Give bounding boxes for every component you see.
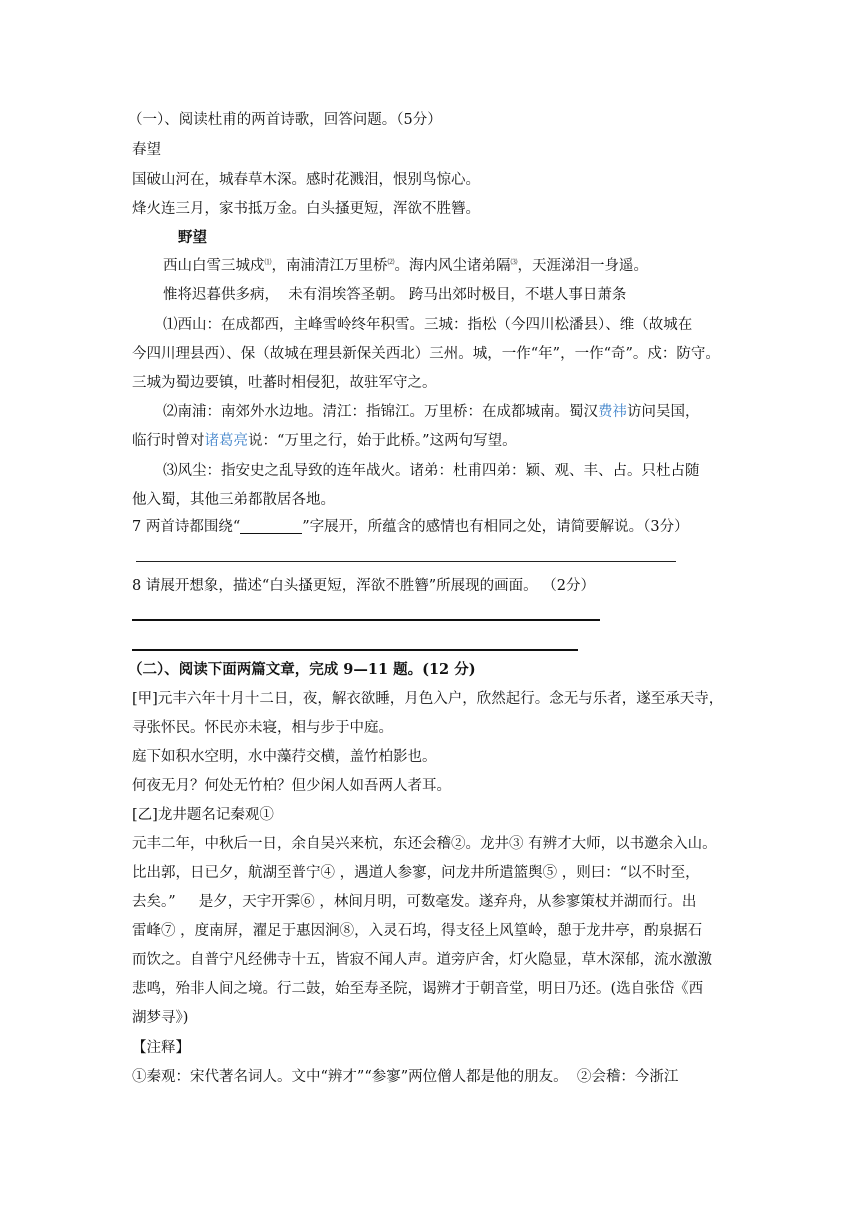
- yi-line6: 悲鸣，殆非人间之境。行二鼓，始至寿圣院，谒辨才于朝音堂，明日乃还。(选自张岱《西: [132, 981, 704, 997]
- section2-header: （二）、阅读下面两篇文章，完成 9—11 题。(12 分): [128, 661, 476, 678]
- yi-line2: 比出郭，日已夕，航湖至普宁④ ，遇道人参寥，问龙井所遣篮舆⑤ ，则曰：“以不时至，: [132, 865, 700, 881]
- note1-line3: 三城为蜀边要镇，吐蕃时相侵犯，故驻军守之。: [132, 375, 437, 391]
- notes-title: 【注释】: [132, 1040, 190, 1056]
- poem2-line1-part1: 西山白雪三城戍: [163, 258, 265, 274]
- yi-line7: 湖梦寻》): [132, 1010, 189, 1026]
- question-7-text-a: 7 两首诗都围绕“: [132, 519, 241, 535]
- note1-line1: ⑴西山：在成都西，主峰雪岭终年积雪。三城：指松（今四川松潘县）、维（故城在: [163, 317, 693, 333]
- section1-header: （一）、阅读杜甫的两首诗歌，回答问题。（5分）: [128, 112, 442, 128]
- notes-line1: ①秦观：宋代著名词人。文中“辨才”“参寥”两位僧人都是他的朋友。 ②会稽：今浙江: [132, 1069, 679, 1085]
- note1-line2: 今四川理县西）、保（故城在理县新保关西北）三州。城，一作“年”，一作“奇”。戍：防守。: [132, 346, 720, 362]
- yi-line1: 元丰二年，中秋后一日，余自吴兴来杭，东还会稽②。龙井③ 有辨才大师，以书邀余入山。: [132, 836, 717, 852]
- link-zhuge-liang[interactable]: 诸葛亮: [204, 433, 248, 449]
- note3-line1: ⑶风尘：指安史之乱导致的连年战火。诸弟：杜甫四弟：颖、观、丰、占。只杜占随: [163, 463, 700, 479]
- answer-line-q8-1[interactable]: [132, 619, 600, 621]
- note2-line1: [163, 402, 700, 422]
- jia-line2: 寻张怀民。怀民亦未寝，相与步于中庭。: [132, 720, 393, 736]
- poem2-line1-part2: ，南浦清江万里桥: [271, 258, 388, 274]
- jia-line1: [甲]元丰六年十月十二日，夜，解衣欲睡，月色入户，欣然起行。念无与乐者，遂至承天寺，: [132, 691, 724, 707]
- footnote-marker-1: ⑴: [264, 258, 272, 267]
- note2-text-c: 临行时曾对: [132, 433, 205, 449]
- answer-line-q8-2[interactable]: [132, 649, 578, 651]
- poem1-title: 春望: [132, 142, 161, 158]
- poem2-line1-part4: ，天涯涕泪一身遥。: [517, 258, 648, 274]
- question-7: [132, 517, 689, 537]
- note2-text-d: 说：“万里之行，始于此桥。”这两句写望。: [248, 433, 517, 449]
- question-8: 8 请展开想象，描述“白头搔更短，浑欲不胜簪”所展现的画面。 （2分）: [132, 578, 595, 594]
- poem1-line1: 国破山河在，城春草木深。感时花溅泪，恨别鸟惊心。: [132, 172, 480, 188]
- question-7-text-b: ”字展开，所蕴含的感情也有相同之处，请简要解说。（3分）: [302, 519, 689, 535]
- footnote-marker-2: ⑵: [387, 258, 395, 267]
- poem1-line2: 烽火连三月，家书抵万金。白头搔更短，浑欲不胜簪。: [132, 201, 480, 217]
- poem2-title: 野望: [178, 229, 207, 246]
- note2-text-a: ⑵南浦：南郊外水边地。清江：指锦江。万里桥：在成都城南。蜀汉: [163, 404, 598, 420]
- note2-text-b: 访问吴国，: [627, 404, 700, 420]
- link-fei-yi[interactable]: 费祎: [598, 404, 627, 420]
- yi-line4: 雷峰⑦ ，度南屏，濯足于惠因涧⑧，入灵石坞，得支径上风篁岭，憩于龙井亭，酌泉据石: [132, 923, 703, 939]
- yi-line5: 而饮之。自普宁凡经佛寺十五，皆寂不闻人声。道旁庐舍，灯火隐显，草木深郁，流水激激: [132, 952, 712, 968]
- question-7-blank[interactable]: [240, 519, 302, 534]
- note2-line2: [132, 431, 517, 451]
- poem2-line1: [163, 256, 648, 276]
- yi-line3: 去矣。” 是夕，天宇开霁⑥ ，林间月明，可数毫发。遂弃舟，从参寥策杖并湖而行。出: [132, 894, 697, 910]
- yi-title: [乙]龙井题名记秦观①: [132, 807, 274, 823]
- answer-line-q7[interactable]: [136, 561, 676, 562]
- poem2-line2: 惟将迟暮供多病， 未有涓埃答圣朝。 跨马出郊时极目，不堪人事日萧条: [163, 287, 627, 303]
- footnote-marker-3: ⑶: [510, 258, 518, 267]
- poem2-line1-part3: 。海内风尘诸弟隔: [394, 258, 511, 274]
- jia-line4: 何夜无月？何处无竹柏？但少闲人如吾两人者耳。: [132, 778, 451, 794]
- jia-line3: 庭下如积水空明，水中藻荇交横，盖竹柏影也。: [132, 749, 437, 765]
- note3-line2: 他入蜀，其他三弟都散居各地。: [132, 492, 335, 508]
